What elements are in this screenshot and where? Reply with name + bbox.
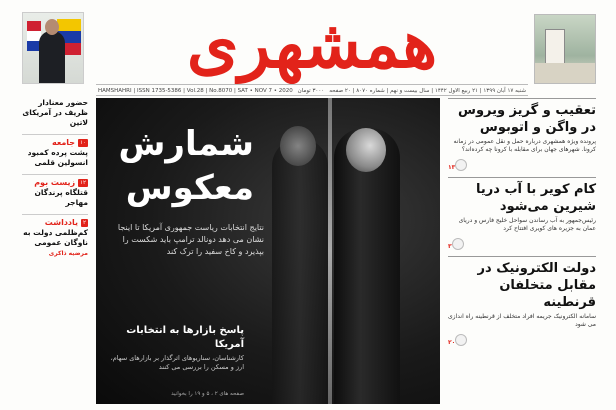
section-headline: قتلگاه پرندگان مهاجر [34,188,88,207]
section-header: ۲ یادداشت [22,214,88,228]
hero-lead: نتایج انتخابات ریاست جمهوری آمریکا تا اینجا نشان می دهد دونالد ترامپ باید شکست را بپذیرد و کاخ سفید را ترک کند [117,223,264,256]
hero-subtitle: پاسخ بازارها به انتخابات آمریکا [126,325,244,350]
dateline [96,84,528,96]
hero-page-ref: صفحه های ۲ ، ۵ و ۱۹ را بخوانید [171,391,244,397]
hero-subtext: کارشناسان، سناریوهای اثرگذار بر بازارهای سهام، ارز و مسکن را بررسی می کنند [110,354,244,371]
story-page: ۱۳ [448,164,456,171]
masthead-photo-left [22,12,84,84]
story-text: پرونده ویژه همشهری درباره حمل و نقل عمومی در زمانه کرونا. شهرهای جهان برای مقابله با کرونا چه کرده‌اند؟ [453,138,596,153]
story-text: رئیس‌جمهور به آب رساندن سواحل خلیج فارس و دریای عمان به جزیره های کویری افتتاح کرد [458,217,596,232]
story-title: تعقیب و گریز ویروس در واگن و اتوبوس [458,103,596,135]
story-block [448,256,596,348]
story-thumb-icon [455,334,467,346]
hero-story [96,98,440,404]
section-headline: پشت پرده کمبود انسولین قلمی [27,148,88,167]
story-thumb-icon [452,238,464,250]
price: ۳۰۰۰ تومان [297,88,325,94]
hero-reflection-shape [272,138,328,404]
story-block [448,98,596,173]
dateline-english: HAMSHAHRI | ISSN 1735-5386 | Vol.28 | No.8070 | SAT • NOV 7 • 2020 [98,88,293,94]
right-column [448,98,596,404]
story-title: دولت الکترونیک در مقابل متخلفان قرنطینه [477,261,596,310]
story-page: ۲۰ [448,339,456,346]
masthead-photo-right [534,14,596,84]
section-header: ۱۰ جامعه [22,134,88,148]
author-name: مرضیه ذاکری [48,250,88,257]
hero-headline: شمارش معکوس [118,124,254,208]
story-title: کام کویر با آب دریا شیرین می‌شود [476,182,596,214]
dateline-persian: شنبه ۱۷ آبان ۱۳۹۹ | ۲۱ ربیع الاول ۱۴۴۲ | سال بیست و نهم | شماره ۸۰۷۰ | ۲۰ صفحه [329,88,526,94]
story-text: سامانه الکترونیک جریمه افراد متخلف از قرنطینه راه اندازی می شود [447,313,596,328]
story-thumb-icon [455,159,467,171]
left-column [22,98,88,404]
section-headline: کم‌ظلمی دولت به ناوگان عمومی [23,228,88,247]
story-page: ۳ [448,243,452,250]
newspaper-logo: همشهری [186,5,438,83]
story-block [448,177,596,252]
left-intro-headline: حضور معنادار ظریف در آمریکای لاتین [22,98,88,127]
section-header: ۱۲ زیست بوم [22,174,88,188]
